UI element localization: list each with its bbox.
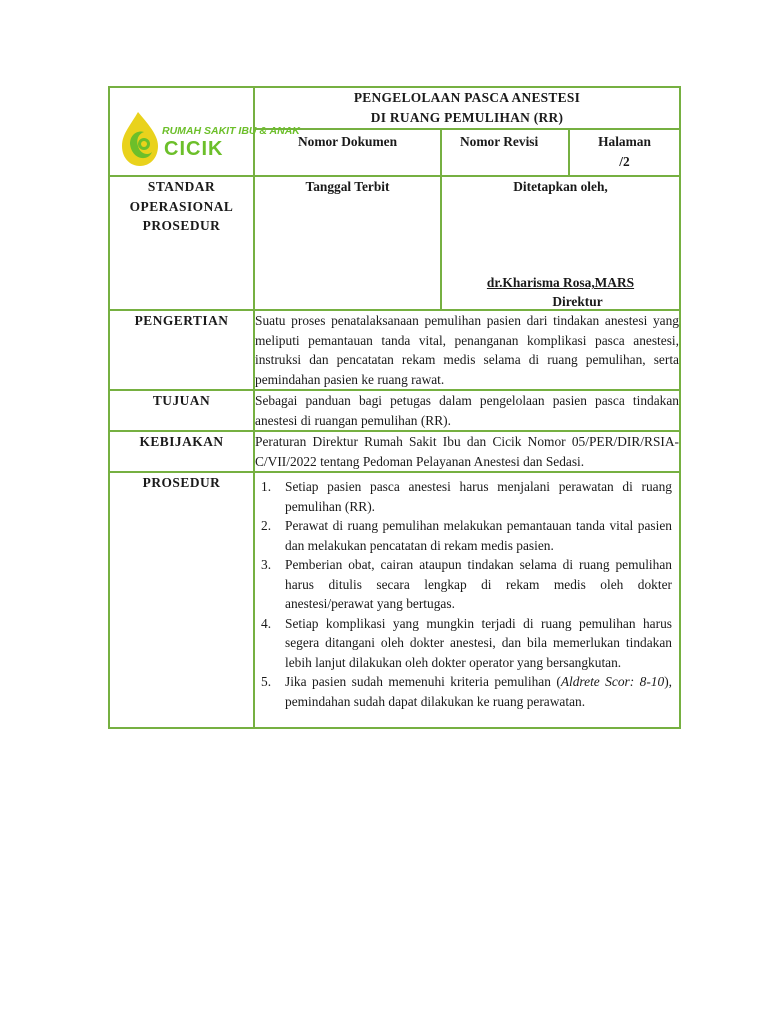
step-number: 2.: [261, 518, 272, 533]
document-title-line1: PENGELOLAAN PASCA ANESTESI: [353, 90, 581, 105]
logo-cell: [109, 87, 300, 176]
tanggal-terbit-label: Tanggal Terbit: [305, 179, 390, 194]
nomor-revisi-label: Nomor Revisi: [460, 134, 539, 149]
step-text: Setiap pasien pasca anestesi harus menjalani perawatan di ruang pemulihan (RR).: [285, 479, 672, 514]
nomor-dokumen-label: Nomor Dokumen: [297, 134, 398, 149]
step5-text-pre: Jika pasien sudah memenuhi kriteria pemulihan (: [285, 674, 561, 689]
tujuan-label: TUJUAN: [152, 393, 211, 408]
prosedur-step: [261, 614, 672, 673]
step5-aldrete-score: Aldrete Scor: 8-10: [560, 674, 665, 689]
prosedur-step: [261, 477, 672, 516]
pengertian-label-cell: [109, 310, 254, 390]
logo-baby-face: [141, 141, 147, 147]
tujuan-label-cell: [109, 390, 254, 431]
document-title-line2: DI RUANG PEMULIHAN (RR): [370, 109, 564, 125]
step-text: Setiap komplikasi yang mungkin terjadi di ruang pemulihan harus segera ditangani oleh dokter anestesi, dan bila memerlukan tindakan lebih lanjut dilakukan oleh dokter operator yang bersangkutan.: [285, 615, 672, 670]
signer-name: dr.Kharisma Rosa,MARS: [486, 275, 635, 290]
tanggal-terbit-cell: [254, 176, 441, 310]
step-text: [285, 672, 672, 711]
step-text: Perawat di ruang pemulihan melakukan pemantauan tanda vital pasien dan melakukan pencatatan di rekam medis pasien.: [285, 518, 672, 553]
prosedur-steps-list: [255, 473, 679, 727]
sop-label-cell: [109, 176, 254, 310]
document-title-cell: [254, 87, 680, 129]
halaman-label: Halaman: [598, 134, 651, 149]
step-number: 4.: [261, 615, 272, 631]
tujuan-text: Sebagai panduan bagi petugas dalam pengelolaan pasien pasca tindakan anestesi di ruangan pemulihan (RR).: [254, 390, 680, 431]
logo-text-top: RUMAH SAKIT IBU & ANAK: [162, 125, 300, 137]
step-text: Pemberian obat, cairan ataupun tindakan selama di ruang pemulihan harus ditulis secara lengkap di rekam medis oleh dokter anestesi/perawat yang bertugas.: [285, 557, 672, 611]
prosedur-step: [261, 516, 672, 555]
hospital-logo: [116, 108, 300, 168]
kebijakan-label-cell: [109, 431, 254, 472]
prosedur-step: [261, 555, 672, 614]
prosedur-cell: [254, 472, 680, 728]
signer-role: Direktur: [552, 294, 603, 309]
step-number: 1.: [261, 479, 272, 494]
prosedur-label: PROSEDUR: [142, 475, 221, 490]
logo-drop-shape: [122, 112, 158, 166]
kebijakan-label: KEBIJAKAN: [139, 434, 224, 449]
logo-text-main: CICIK: [164, 138, 224, 160]
halaman-cell: [569, 129, 680, 176]
step-number: 3.: [261, 557, 272, 572]
prosedur-label-cell: [109, 472, 254, 728]
halaman-value: /2: [619, 153, 630, 169]
pengertian-label: PENGERTIAN: [134, 313, 229, 328]
sop-label-line3: PROSEDUR: [142, 218, 221, 233]
kebijakan-text: Peraturan Direktur Rumah Sakit Ibu dan Cicik Nomor 05/PER/DIR/RSIA-C/VII/2022 tentang Pedoman Pelayanan Anestesi dan Sedasi.: [254, 431, 680, 472]
sop-label-line2: OPERASIONAL: [129, 198, 234, 214]
pengertian-text: Suatu proses penatalaksanaan pemulihan pasien dari tindakan anestesi yang meliputi pemantauan tanda vital, penanganan komplikasi pasca anestesi, instruksi dan pencatatan rekam medis selama di ruang pemulihan, serta pemindahan pasien ke ruang rawat.: [254, 310, 680, 390]
sop-label-line1: STANDAR: [147, 179, 216, 194]
step5-text-post: ), pemindahan sudah dapat dilakukan ke ruang perawatan.: [285, 674, 672, 709]
ditetapkan-label: Ditetapkan oleh,: [513, 179, 608, 194]
nomor-revisi-cell: [441, 129, 569, 176]
sop-document: [108, 86, 679, 729]
prosedur-step: [261, 672, 672, 711]
step-number: 5.: [261, 674, 272, 689]
sop-table: [108, 86, 681, 729]
ditetapkan-cell: [441, 176, 680, 310]
